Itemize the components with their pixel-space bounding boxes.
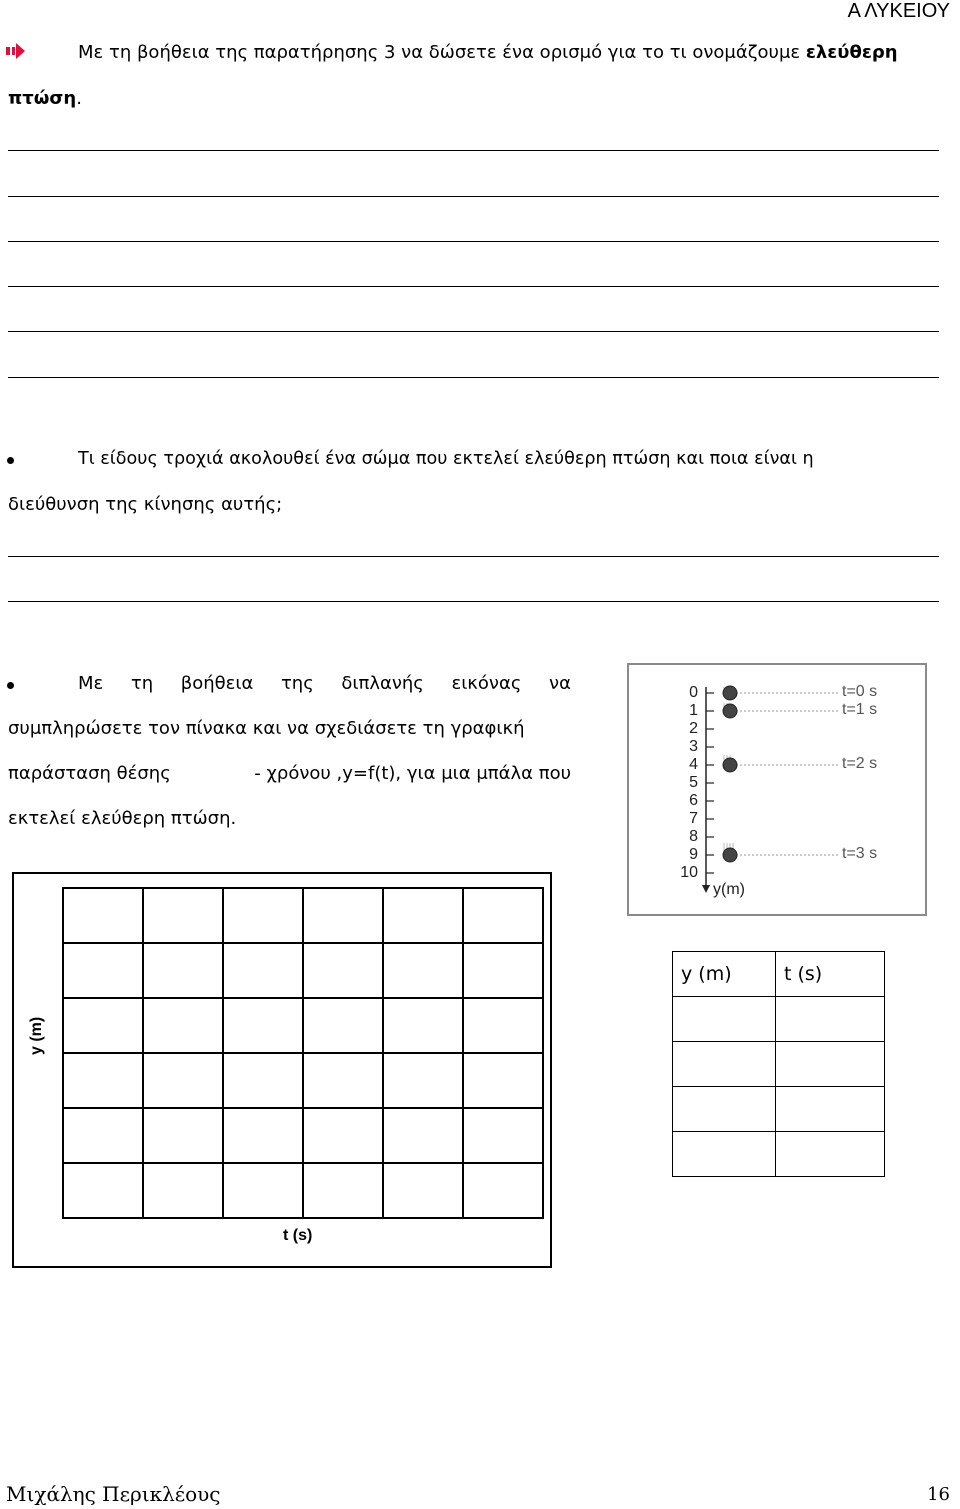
grid-cell: [143, 943, 223, 998]
grid-cell: [303, 888, 383, 943]
question-3-line1: [78, 673, 571, 694]
grid-cell: [303, 1163, 383, 1218]
grid-cell: [383, 1108, 463, 1163]
grid-cell: [143, 998, 223, 1053]
arrow-icon: [6, 42, 26, 60]
grid-cell: [143, 1108, 223, 1163]
answer-line: [8, 150, 939, 151]
grid-cell: [63, 888, 143, 943]
graph-x-label: t (s): [283, 1227, 313, 1244]
grid-cell: [383, 1053, 463, 1108]
figure-tick-label: 8: [689, 828, 698, 845]
question-1-cont-bold: πτώση: [8, 88, 77, 109]
grid-cell: [463, 943, 543, 998]
table-header-y: y (m): [673, 952, 776, 997]
answer-line: [8, 331, 939, 332]
figure-tick-label: 10: [680, 864, 698, 881]
grid-cell: [63, 998, 143, 1053]
figure-tick-label: 3: [689, 738, 698, 755]
bullet-icon: [7, 682, 14, 689]
question-3-line3: [8, 763, 571, 784]
table-cell[interactable]: [776, 997, 885, 1042]
graph-y-label: y (m): [28, 1016, 45, 1055]
grid-cell: [383, 888, 463, 943]
q3-word: εικόνας: [451, 673, 522, 694]
table-cell[interactable]: [673, 1042, 776, 1087]
table-cell[interactable]: [776, 1042, 885, 1087]
answer-line: [8, 601, 939, 602]
grid-cell: [303, 1108, 383, 1163]
q3-word: διπλανής: [341, 673, 424, 694]
grid-cell: [463, 1163, 543, 1218]
question-1: [78, 42, 898, 63]
table-header-t: t (s): [776, 952, 885, 997]
grid-cell: [63, 1053, 143, 1108]
grid-cell: [223, 1163, 303, 1218]
grid-cell: [63, 1163, 143, 1218]
grid-cell: [223, 998, 303, 1053]
answer-line: [8, 241, 939, 242]
question-1-text: Με τη βοήθεια της παρατήρησης 3 να δώσετε ένα ορισμό για το τι ονομάζουμε: [78, 42, 806, 63]
table-row: [673, 1042, 885, 1087]
table-cell[interactable]: [673, 1132, 776, 1177]
answer-line: [8, 377, 939, 378]
grid-cell: [143, 1053, 223, 1108]
question-3-line2: συμπληρώσετε τον πίνακα και να σχεδιάσετε τη γραφική: [8, 718, 525, 739]
grid-cell: [463, 888, 543, 943]
q3-word: τη: [130, 673, 154, 694]
footer-author: Μιχάλης Περικλέους: [6, 1482, 221, 1506]
grid-cell: [303, 1053, 383, 1108]
grid-cell: [303, 998, 383, 1053]
free-fall-figure: [627, 663, 927, 916]
figure-time-label: t=1 s: [842, 701, 878, 718]
question-3-line4: εκτελεί ελεύθερη πτώση.: [8, 808, 237, 829]
bullet-icon: [7, 457, 14, 464]
answer-line: [8, 286, 939, 287]
grid-cell: [383, 1163, 463, 1218]
figure-tick-label: 2: [689, 720, 698, 737]
figure-time-label: t=2 s: [842, 755, 878, 772]
grid-cell: [63, 1108, 143, 1163]
question-1-cont-dot: .: [76, 88, 82, 109]
grid-cell: [223, 1108, 303, 1163]
figure-tick-label: 4: [689, 756, 698, 773]
grid-cell: [143, 1163, 223, 1218]
question-1-cont: [8, 88, 82, 109]
grid-cell: [223, 943, 303, 998]
question-1-bold: ελεύθερη: [805, 42, 898, 63]
page-header: Α ΛΥΚΕΙΟΥ: [847, 0, 950, 22]
q3-word: Με: [78, 673, 104, 694]
figure-axis-arrow: [702, 885, 710, 893]
grid-cell: [463, 998, 543, 1053]
question-2-line1: Τι είδους τροχιά ακολουθεί ένα σώμα που εκτελεί ελεύθερη πτώση και ποια είναι η: [78, 449, 814, 469]
figure-time-label: t=3 s: [842, 845, 878, 862]
q3-word: παράσταση θέσης: [8, 763, 171, 784]
grid-cell: [223, 1053, 303, 1108]
answer-line: [8, 556, 939, 557]
table-row: [673, 1132, 885, 1177]
figure-axis-label: y(m): [713, 881, 745, 898]
grid-cell: [463, 1053, 543, 1108]
table-cell[interactable]: [673, 1087, 776, 1132]
figure-ball: [723, 704, 737, 718]
figure-ball: [723, 848, 737, 862]
grid-cell: [383, 998, 463, 1053]
data-table: [672, 951, 885, 1177]
question-2-line2: διεύθυνση της κίνησης αυτής;: [8, 494, 283, 515]
figure-time-label: t=0 s: [842, 683, 878, 700]
grid-cell: [143, 888, 223, 943]
table-cell[interactable]: [776, 1087, 885, 1132]
grid-cell: [223, 888, 303, 943]
table-cell[interactable]: [776, 1132, 885, 1177]
grid-cell: [303, 943, 383, 998]
grid-cell: [383, 943, 463, 998]
graph-grid: [62, 887, 544, 1219]
q3-word: βοήθεια: [180, 673, 254, 694]
figure-tick-label: 5: [689, 774, 698, 791]
figure-tick-label: 6: [689, 792, 698, 809]
figure-tick-label: 0: [689, 684, 698, 701]
figure-tick-label: 1: [689, 702, 698, 719]
figure-ball: [723, 686, 737, 700]
figure-tick-label: 7: [689, 810, 698, 827]
table-cell[interactable]: [673, 997, 776, 1042]
q3-word: να: [549, 673, 571, 694]
grid-cell: [463, 1108, 543, 1163]
q3-word: - χρόνου ,y=f(t), για μια μπάλα που: [254, 763, 571, 784]
grid-cell: [63, 943, 143, 998]
table-row: [673, 997, 885, 1042]
answer-line: [8, 196, 939, 197]
table-header-row: [673, 952, 885, 997]
page-number: 16: [927, 1484, 950, 1505]
table-row: [673, 1087, 885, 1132]
figure-ball: [723, 758, 737, 772]
figure-tick-label: 9: [689, 846, 698, 863]
q3-word: της: [280, 673, 314, 694]
